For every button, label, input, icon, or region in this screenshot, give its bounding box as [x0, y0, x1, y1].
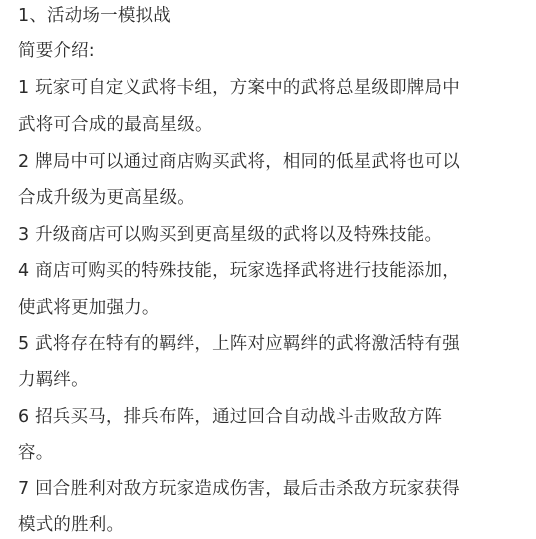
item-7-line-2: 模式的胜利。: [18, 515, 125, 535]
item-3-line-1: 3 升级商店可以购买到更高星级的武将以及特殊技能。: [18, 225, 443, 245]
item-6-line-1: 6 招兵买马，排兵布阵，通过回合自动战斗击败敌方阵: [18, 407, 443, 427]
section-title: 1、活动场一模拟战: [18, 6, 171, 26]
item-5-line-1: 5 武将存在特有的羁绊，上阵对应羁绊的武将激活特有强: [18, 334, 460, 354]
item-1-line-2: 武将可合成的最高星级。: [18, 115, 213, 135]
item-4-line-1: 4 商店可购买的特殊技能，玩家选择武将进行技能添加，: [18, 261, 460, 281]
item-7-line-1: 7 回合胜利对敌方玩家造成伤害，最后击杀敌方玩家获得: [18, 479, 460, 499]
item-2-line-1: 2 牌局中可以通过商店购买武将，相同的低星武将也可以: [18, 152, 460, 172]
item-4-line-2: 使武将更加强力。: [18, 298, 160, 318]
item-1-line-1: 1 玩家可自定义武将卡组，方案中的武将总星级即牌局中: [18, 78, 460, 98]
intro-label: 简要介绍:: [18, 41, 95, 61]
item-6-line-2: 容。: [18, 443, 54, 463]
item-5-line-2: 力羁绊。: [18, 370, 89, 390]
item-2-line-2: 合成升级为更高星级。: [18, 188, 195, 208]
